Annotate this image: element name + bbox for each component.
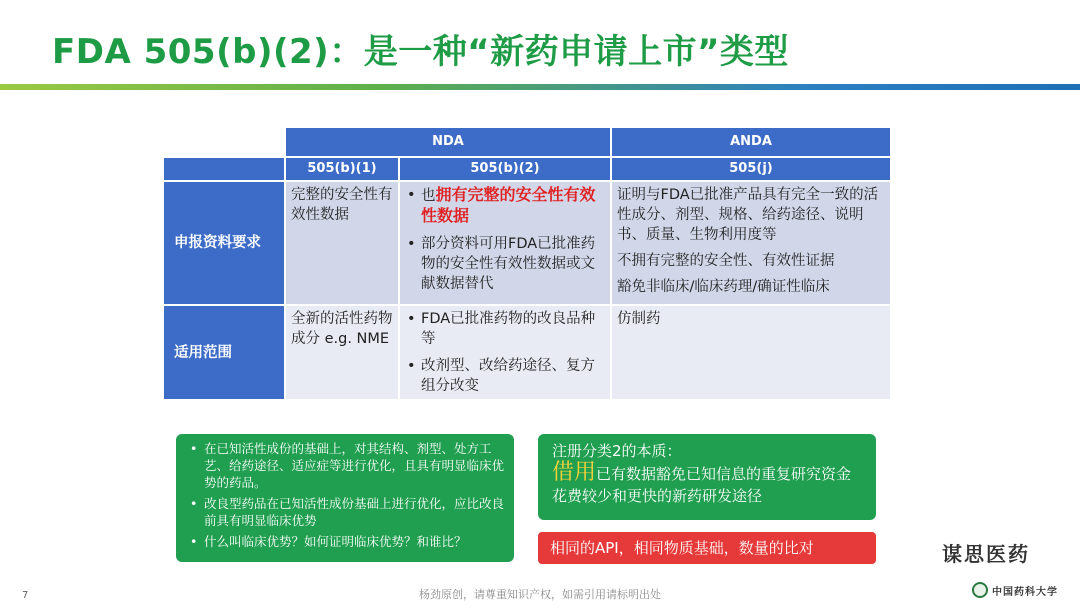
comparison-table	[162, 126, 892, 401]
column-header-505b1: 505(b)(1)	[286, 158, 398, 180]
cell-scope-505b1: 全新的活性药物成分 e.g. NME	[286, 306, 398, 399]
list-item: • 改良型药品在已知活性成份基础上进行优化，应比改良前具有明显临床优势	[190, 495, 504, 529]
list-item: • FDA已批准药物的改良品种等	[405, 309, 605, 349]
notes-box-right	[538, 434, 876, 520]
notes-box-left	[176, 434, 514, 562]
table-row	[164, 182, 890, 304]
group-header-nda: NDA	[286, 128, 610, 156]
list-item: • 也拥有完整的安全性有效性数据	[405, 185, 605, 227]
list-item: • 部分资料可用FDA已批准药物的安全性有效性数据或文献数据替代	[405, 234, 605, 294]
list-item: • 改剂型、改给药途径、复方组分改变	[405, 356, 605, 396]
seal-icon	[972, 582, 988, 598]
list-item: • 在已知活性成份的基础上，对其结构、剂型、处方工艺、给药途径、适应症等进行优化，且具有明显临床优势的药品。	[190, 440, 504, 491]
group-header-anda: ANDA	[612, 128, 890, 156]
highlight-word: 借用	[552, 460, 597, 485]
table-corner	[164, 128, 284, 156]
logo-text: 中国药科大学	[992, 586, 1058, 598]
university-logo	[972, 582, 1058, 598]
table-row	[164, 306, 890, 399]
column-header-505j: 505(j)	[612, 158, 890, 180]
row-header-scope: 适用范围	[164, 306, 284, 399]
footer-text: 杨劲原创，请尊重知识产权，如需引用请标明出处	[419, 588, 661, 601]
notes-text: 已有数据豁免已知信息的重复研究资金花费较少和更快的新药研发途径	[552, 465, 852, 505]
brand-signature: 谋思医药	[942, 542, 1030, 566]
cell-requirements-505b1: 完整的安全性有效性数据	[286, 182, 398, 304]
page-number: 7	[22, 590, 29, 601]
red-note-box: 相同的API，相同物质基础，数量的比对	[538, 532, 876, 564]
cell-scope-505b2	[400, 306, 610, 399]
cell-scope-505j: 仿制药	[612, 306, 890, 399]
column-header-505b2: 505(b)(2)	[400, 158, 610, 180]
cell-requirements-505b2	[400, 182, 610, 304]
title-divider	[0, 84, 1080, 90]
red-highlight-text: 拥有完整的安全性有效性数据	[421, 185, 596, 225]
page-title: FDA 505(b)(2)：是一种“新药申请上市”类型	[52, 32, 789, 72]
notes-heading: 注册分类2的本质：	[552, 442, 682, 460]
row-header-requirements: 申报资料要求	[164, 182, 284, 304]
table-corner-2	[164, 158, 284, 180]
cell-requirements-505j: 证明与FDA已批准产品具有完全一致的活性成分、剂型、规格、给药途径、说明书、质量、生物利用度等 不拥有完整的安全性、有效性证据 豁免非临床/临床药理/确证性临床	[612, 182, 890, 304]
list-item: • 什么叫临床优势？如何证明临床优势？和谁比？	[190, 533, 504, 550]
